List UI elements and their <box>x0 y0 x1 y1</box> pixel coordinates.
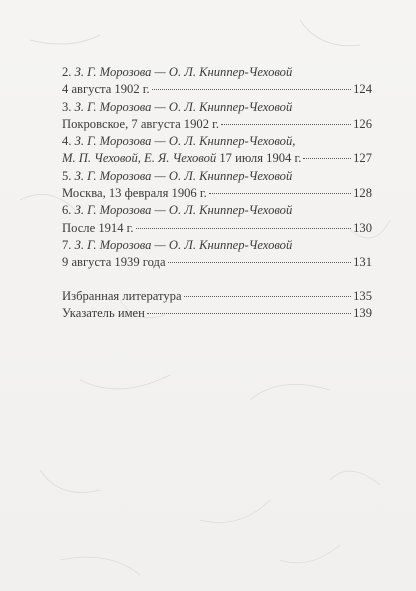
page-number: 128 <box>353 186 372 201</box>
toc-entry-6 <box>62 202 372 237</box>
entry-number: 5. <box>62 168 72 183</box>
entry-heading: З. Г. Морозова — О. Л. Книппер-Чеховой <box>74 99 293 114</box>
page-number: 139 <box>353 305 372 320</box>
dot-leader <box>221 124 351 125</box>
entry-heading-continued: М. П. Чеховой, Е. Я. Чеховой <box>62 151 217 166</box>
table-of-contents <box>62 64 372 322</box>
entry-number: 4. <box>62 134 72 149</box>
dot-leader <box>147 313 351 314</box>
entry-heading: З. Г. Морозова — О. Л. Книппер-Чеховой <box>74 168 293 183</box>
entry-detail: 17 июля 1904 г. <box>219 151 302 166</box>
entry-number: 2. <box>62 65 72 79</box>
toc-entry-3 <box>62 99 372 134</box>
dot-leader <box>303 158 351 159</box>
section-gap <box>62 272 372 288</box>
entry-number: 7. <box>62 237 72 252</box>
entry-detail: 9 августа 1939 года <box>62 255 166 270</box>
section-label: Избранная литература <box>62 288 182 303</box>
entry-detail: Москва, 13 февраля 1906 г. <box>62 186 207 201</box>
dot-leader <box>209 193 351 194</box>
toc-entry-2 <box>62 64 372 99</box>
entry-heading: З. Г. Морозова — О. Л. Книппер-Чеховой <box>74 203 293 218</box>
page-number: 127 <box>353 151 372 166</box>
page-number: 135 <box>353 288 372 303</box>
toc-section-name-index <box>62 305 372 322</box>
dot-leader <box>184 296 352 297</box>
page-number: 126 <box>353 116 372 131</box>
toc-section-bibliography <box>62 288 372 305</box>
page-number: 131 <box>353 255 372 270</box>
entry-heading: З. Г. Морозова — О. Л. Книппер-Чеховой <box>74 237 293 252</box>
entry-heading: З. Г. Морозова — О. Л. Книппер-Чеховой <box>74 65 293 79</box>
entry-number: 3. <box>62 99 72 114</box>
entry-detail: 4 августа 1902 г. <box>62 82 150 97</box>
page-number: 124 <box>353 82 372 97</box>
section-label: Указатель имен <box>62 305 145 320</box>
dot-leader <box>168 262 352 263</box>
toc-entry-7 <box>62 237 372 272</box>
toc-entry-4 <box>62 133 372 168</box>
toc-entry-5 <box>62 168 372 203</box>
entry-detail: После 1914 г. <box>62 220 134 235</box>
entry-number: 6. <box>62 203 72 218</box>
dot-leader <box>136 228 352 229</box>
page-number: 130 <box>353 220 372 235</box>
dot-leader <box>152 89 351 90</box>
entry-heading: З. Г. Морозова — О. Л. Книппер-Чеховой, <box>74 134 296 149</box>
entry-detail: Покровское, 7 августа 1902 г. <box>62 116 220 131</box>
